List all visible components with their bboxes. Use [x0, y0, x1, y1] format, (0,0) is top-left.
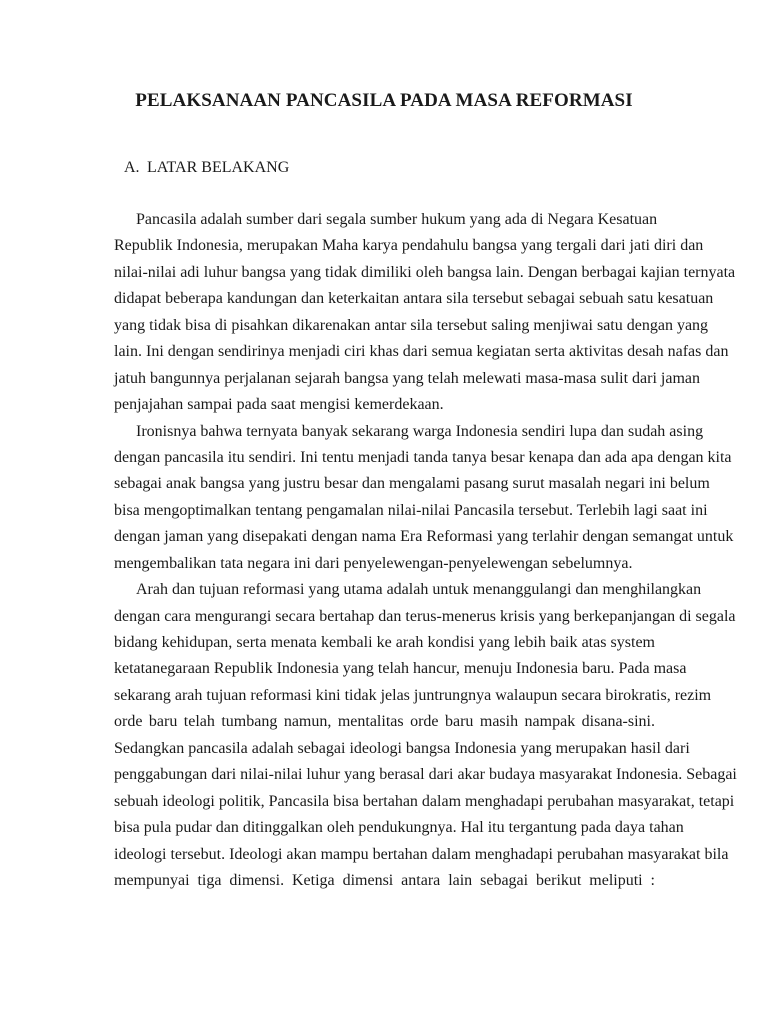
text-line: Pancasila adalah sumber dari segala sumber hukum yang ada di Negara Kesatuan — [136, 211, 658, 228]
text-line: ketatanegaraan Republik Indonesia yang telah hancur, menuju Indonesia baru. Pada masa — [114, 660, 687, 678]
text-line: mempunyai tiga dimensi. Ketiga dimensi antara lain sebagai berikut meliputi : — [114, 871, 655, 889]
document-body — [114, 207, 737, 894]
section-heading — [124, 159, 289, 177]
paragraph — [114, 419, 734, 578]
text-line: sebagai anak bangsa yang justru besar dan mengalami pasang surut masalah negari ini belum — [114, 475, 710, 493]
text-line: bisa mengoptimalkan tentang pengamalan nilai-nilai Pancasila tersebut. Terlebih lagi saat ini — [114, 501, 708, 519]
text-line: dengan cara mengurangi secara bertahap dan terus-menerus krisis yang berkepanjangan di segala — [114, 607, 736, 625]
text-line: nilai-nilai adi luhur bangsa yang tidak dimiliki oleh bangsa lain. Dengan berbagai kajian ternyata — [114, 263, 736, 281]
text-line: yang tidak bisa di pisahkan dikarenakan antar sila tersebut saling menjiwai satu dengan yang — [114, 316, 709, 334]
text-line: penggabungan dari nilai-nilai luhur yang berasal dari akar budaya masyarakat Indonesia. Sebagai — [114, 766, 737, 784]
text-line: jatuh bangunnya perjalanan sejarah bangsa yang telah melewati masa-masa sulit dari jaman — [114, 369, 700, 387]
document-title: PELAKSANAAN PANCASILA PADA MASA REFORMASI — [135, 90, 633, 111]
text-line: Ironisnya bahwa ternyata banyak sekarang warga Indonesia sendiri lupa dan sudah asing — [136, 422, 704, 440]
text-line: Sedangkan pancasila adalah sebagai ideologi bangsa Indonesia yang merupakan hasil dari — [114, 739, 690, 757]
text-line: sekarang arah tujuan reformasi kini tidak jelas juntrungnya walaupun secara birokratis, rezim — [114, 686, 712, 704]
text-line: ideologi tersebut. Ideologi akan mampu bertahan dalam menghadapi perubahan masyarakat bila — [114, 845, 729, 863]
text-line: penjajahan sampai pada saat mengisi kemerdekaan. — [114, 396, 444, 414]
text-line: sebuah ideologi politik, Pancasila bisa bertahan dalam menghadapi perubahan masyarakat, tetapi — [114, 792, 735, 810]
text-line: dengan jaman yang disepakati dengan nama Era Reformasi yang terlahir dengan semangat untuk — [114, 528, 734, 546]
text-line: bisa pula pudar dan ditinggalkan oleh pendukungnya. Hal itu tergantung pada daya tahan — [114, 819, 684, 837]
text-line: bidang kehidupan, serta menata kembali ke arah kondisi yang lebih baik atas system — [114, 634, 655, 651]
section-number: A. — [124, 159, 140, 176]
text-line: mengembalikan tata negara ini dari penyelewengan-penyelewengan sebelumnya. — [114, 554, 633, 572]
text-line: Republik Indonesia, merupakan Maha karya pendahulu bangsa yang tergali dari jati diri dan — [114, 237, 704, 255]
paragraph — [114, 207, 736, 419]
text-line: didapat beberapa kandungan dan keterkaitan antara sila tersebut sebagai sebuah satu kesatuan — [114, 290, 714, 308]
text-line: dengan pancasila itu sendiri. Ini tentu menjadi tanda tanya besar kenapa dan ada apa dengan kita — [114, 448, 732, 466]
section-label: LATAR BELAKANG — [147, 159, 290, 176]
paragraph — [114, 577, 737, 894]
text-line: Arah dan tujuan reformasi yang utama adalah untuk menanggulangi dan menghilangkan — [136, 581, 702, 599]
text-line: orde baru telah tumbang namun, mentalitas orde baru masih nampak disana-sini. — [114, 713, 655, 731]
text-line: lain. Ini dengan sendirinya menjadi ciri khas dari semua kegiatan serta aktivitas desah nafas dan — [114, 343, 729, 361]
